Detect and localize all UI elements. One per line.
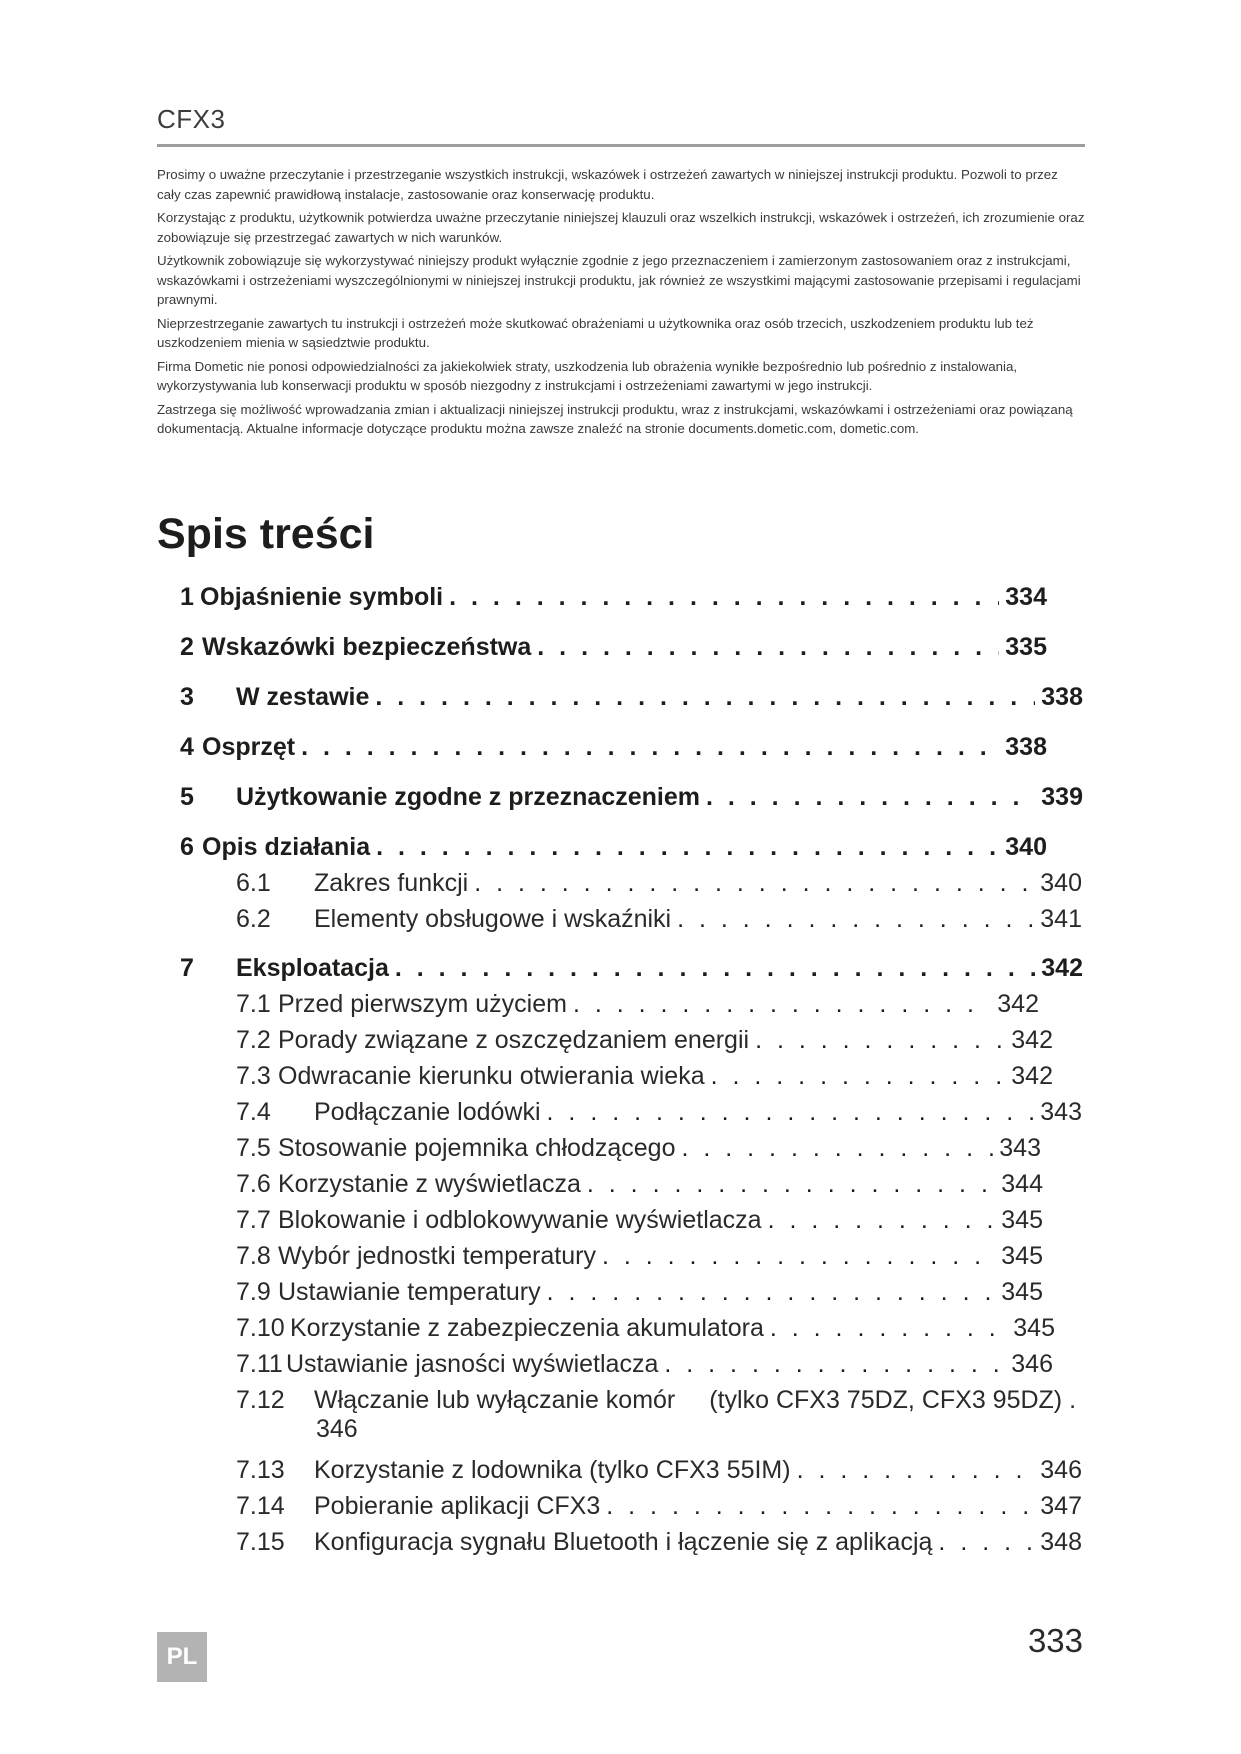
toc-entry-chapter-5[interactable]: [180, 783, 1083, 817]
toc-number: 7.3: [236, 1062, 271, 1090]
toc-page: 342: [1011, 1026, 1053, 1054]
toc-entry-section-6-2[interactable]: [236, 905, 1082, 939]
toc-label: Użytkowanie zgodne z przeznaczeniem: [236, 783, 700, 811]
toc-number: 1: [180, 583, 194, 611]
toc-title: Spis treści: [157, 510, 375, 558]
toc-entry-chapter-6[interactable]: [180, 833, 1047, 867]
toc-label: Ustawianie temperatury: [278, 1278, 541, 1306]
intro-paragraph: Użytkownik zobowiązuje się wykorzystywać niniejszy produkt wyłącznie zgodnie z jego przeznaczeniem i zamierzonym zastosowaniem oraz z instrukcjami, wskazówkami i ostrzeżeniami wyszczególnionymi w niniejszej instrukcji produktu, jak również ze wszystkimi mającymi zastosowanie przepisami i regulacjami prawnymi.: [157, 253, 1081, 307]
toc-note: (tylko CFX3 75DZ, CFX3 95DZ) .: [709, 1386, 1077, 1414]
toc-number: 7.4: [236, 1098, 271, 1126]
toc-page: 348: [1040, 1528, 1082, 1556]
toc-label: Włączanie lub wyłączanie komór: [314, 1386, 676, 1414]
toc-leader: [375, 683, 1035, 712]
toc-number: 3: [180, 683, 194, 711]
toc-label: Blokowanie i odblokowywanie wyświetlacza: [278, 1206, 762, 1234]
toc-number: 7.7: [236, 1206, 271, 1234]
toc-page: 340: [1005, 833, 1047, 861]
toc-number: 2: [180, 633, 194, 661]
toc-page: 335: [1005, 633, 1047, 661]
toc-leader: [537, 633, 999, 662]
toc-number: 7: [180, 954, 194, 982]
header-divider: [157, 144, 1085, 147]
toc-entry-section-7-11[interactable]: [236, 1350, 1053, 1384]
toc-label: Elementy obsługowe i wskaźniki: [314, 905, 672, 933]
intro-notice: [157, 165, 1085, 443]
toc-label: Objaśnienie symboli: [200, 583, 444, 611]
intro-paragraph: Firma Dometic nie ponosi odpowiedzialności za jakiekolwiek straty, uszkodzenia lub obrażenia wynikłe bezpośrednio lub pośrednio z instalowania, wykorzystywania lub konserwacji produktu w sposób niezgodny z instrukcjami i ostrzeżeniami zawartymi w jego instrukcji.: [157, 358, 1018, 393]
toc-entry-section-7-1[interactable]: [236, 990, 1039, 1024]
toc-number: 4: [180, 733, 194, 761]
toc-leader: [711, 1062, 1006, 1091]
page-number: 333: [1027, 1622, 1083, 1659]
toc-label: Pobieranie aplikacji CFX3: [314, 1492, 601, 1520]
toc-number: 7.1: [236, 990, 271, 1018]
toc-label: Odwracanie kierunku otwierania wieka: [278, 1062, 705, 1090]
toc-leader: [755, 1026, 1005, 1055]
toc-page: 345: [1013, 1314, 1055, 1342]
toc-entry-section-7-8[interactable]: [236, 1242, 1043, 1276]
intro-paragraph: Nieprzestrzeganie zawartych tu instrukcji i ostrzeżeń może skutkować obrażeniami u użytkownika oraz osób trzecich, uszkodzeniem produktu lub też uszkodzeniem mienia w sąsiedztwie produktu.: [157, 315, 1034, 350]
toc-number: 7.8: [236, 1242, 271, 1270]
toc-leader: [602, 1242, 995, 1271]
toc-label: Korzystanie z lodownika (tylko CFX3 55IM): [314, 1456, 791, 1484]
toc-page: 338: [1041, 683, 1083, 711]
toc-entry-section-7-7[interactable]: [236, 1206, 1043, 1240]
toc-number: 7.2: [236, 1026, 271, 1054]
toc-label: Konfiguracja sygnału Bluetooth i łączenie się z aplikacją: [314, 1528, 933, 1556]
intro-paragraph: Korzystając z produktu, użytkownik potwierdza uważne przeczytanie niniejszej klauzuli oraz wszelkich instrukcji, wskazówek i ostrzeżeń, ich zrozumienie oraz zobowiązuje się przestrzegać zawartych w nich warunków.: [157, 210, 1085, 245]
toc-leader: [376, 833, 999, 862]
toc-number: 7.13: [236, 1456, 285, 1484]
toc-page: 346: [316, 1415, 358, 1443]
intro-paragraph: Zastrzega się możliwość wprowadzania zmian i aktualizacji niniejszej instrukcji produktu, wraz z instrukcjami, wskazówkami i ostrzeżeniami oraz powiązaną dokumentacją. Aktualne informacje dotyczące produktu można zawsze znaleźć na stronie documents.dometic.com, dometic.com.: [157, 401, 1073, 436]
toc-entry-chapter-4[interactable]: [180, 733, 1047, 767]
toc-number: 7.15: [236, 1528, 285, 1556]
toc-leader: [664, 1350, 1005, 1379]
toc-number: 6.2: [236, 905, 271, 933]
toc-page: 340: [1040, 869, 1082, 897]
toc-leader: [474, 869, 1034, 898]
toc-entry-chapter-3[interactable]: [180, 683, 1083, 717]
toc-page: 339: [1041, 783, 1083, 811]
toc-entry-section-7-6[interactable]: [236, 1170, 1043, 1204]
toc-page: 344: [1001, 1170, 1043, 1198]
toc-number: 7.9: [236, 1278, 271, 1306]
toc-number: 6.1: [236, 869, 271, 897]
toc-label: Opis działania: [202, 833, 371, 861]
toc-leader: [770, 1314, 1007, 1343]
toc-label: Eksploatacja: [236, 954, 389, 982]
toc-label: Stosowanie pojemnika chłodzącego: [278, 1134, 676, 1162]
toc-leader: [573, 990, 991, 1019]
toc-number: 7.10: [236, 1314, 285, 1342]
toc-page: 343: [1040, 1098, 1082, 1126]
toc-entry-section-7-13[interactable]: [236, 1456, 1082, 1490]
toc-label: Ustawianie jasności wyświetlacza: [286, 1350, 659, 1378]
toc-entry-section-7-4[interactable]: [236, 1098, 1082, 1132]
toc-leader: [606, 1492, 1034, 1521]
toc-number: 7.12: [236, 1386, 285, 1414]
toc-label: W zestawie: [236, 683, 370, 711]
page-header: [157, 104, 1085, 147]
toc-entry-section-7-5[interactable]: [236, 1134, 1041, 1168]
toc-page: 342: [997, 990, 1039, 1018]
toc-number: 5: [180, 783, 194, 811]
toc-leader: [938, 1528, 1034, 1557]
toc-page: 346: [1011, 1350, 1053, 1378]
language-badge: PL: [157, 1632, 207, 1682]
toc-entry-section-7-10[interactable]: [236, 1314, 1055, 1348]
toc-label: Porady związane z oszczędzaniem energii: [278, 1026, 750, 1054]
toc-entry-section-7-9[interactable]: [236, 1278, 1043, 1312]
toc-page: 341: [1040, 905, 1082, 933]
toc-page: 334: [1005, 583, 1047, 611]
toc-page: 342: [1041, 954, 1083, 982]
toc-page: 342: [1011, 1062, 1053, 1090]
toc-entry-section-7-3[interactable]: [236, 1062, 1053, 1096]
toc-entry-chapter-7[interactable]: [180, 954, 1083, 988]
toc-label: Wybór jednostki temperatury: [278, 1242, 596, 1270]
toc-label: Korzystanie z zabezpieczenia akumulatora: [290, 1314, 764, 1342]
toc-leader: [768, 1206, 996, 1235]
toc-label: Korzystanie z wyświetlacza: [278, 1170, 581, 1198]
toc-number: 7.5: [236, 1134, 271, 1162]
toc-number: 7.6: [236, 1170, 271, 1198]
toc-label: Zakres funkcji: [314, 869, 469, 897]
intro-paragraph: Prosimy o uważne przeczytanie i przestrzeganie wszystkich instrukcji, wskazówek i ostrzeżeń zawartych w niniejszej instrukcji produktu. Pozwoli to przez cały czas zapewnić prawidłową instalacje, zastosowanie oraz konserwację produktu.: [157, 167, 1058, 202]
toc-leader: [797, 1456, 1035, 1485]
toc-leader: [587, 1170, 995, 1199]
toc-leader: [449, 583, 999, 612]
toc-page: 347: [1040, 1492, 1082, 1520]
toc-leader: [706, 783, 1035, 812]
toc-page: 346: [1040, 1456, 1082, 1484]
toc-label: Przed pierwszym użyciem: [278, 990, 567, 1018]
toc-entry-chapter-2[interactable]: [180, 633, 1047, 667]
toc-page: 338: [1005, 733, 1047, 761]
toc-label: Osprzęt: [202, 733, 296, 761]
toc-leader: [677, 905, 1034, 934]
toc-number: 6: [180, 833, 194, 861]
toc-entry-section-7-2[interactable]: [236, 1026, 1053, 1060]
toc-leader: [547, 1098, 1035, 1127]
toc-label: Podłączanie lodówki: [314, 1098, 541, 1126]
toc-page: 345: [1001, 1242, 1043, 1270]
toc-page: 345: [1001, 1206, 1043, 1234]
toc-number: 7.14: [236, 1492, 285, 1520]
toc-leader: [395, 954, 1035, 983]
toc-entry-section-7-14[interactable]: [236, 1492, 1082, 1526]
toc-leader: [681, 1134, 993, 1163]
toc-page: 345: [1001, 1278, 1043, 1306]
toc-entry-section-7-12[interactable]: [236, 1386, 1082, 1444]
product-title: CFX3: [157, 104, 226, 134]
toc-label: Wskazówki bezpieczeństwa: [202, 633, 532, 661]
toc-number: 7.11: [236, 1350, 283, 1378]
toc-entry-section-7-15[interactable]: [236, 1528, 1082, 1562]
toc-leader: [301, 733, 999, 762]
toc-entry-section-6-1[interactable]: [236, 869, 1082, 903]
toc-page: 343: [999, 1134, 1041, 1162]
toc-leader: [547, 1278, 996, 1307]
toc-entry-chapter-1[interactable]: [180, 583, 1047, 617]
